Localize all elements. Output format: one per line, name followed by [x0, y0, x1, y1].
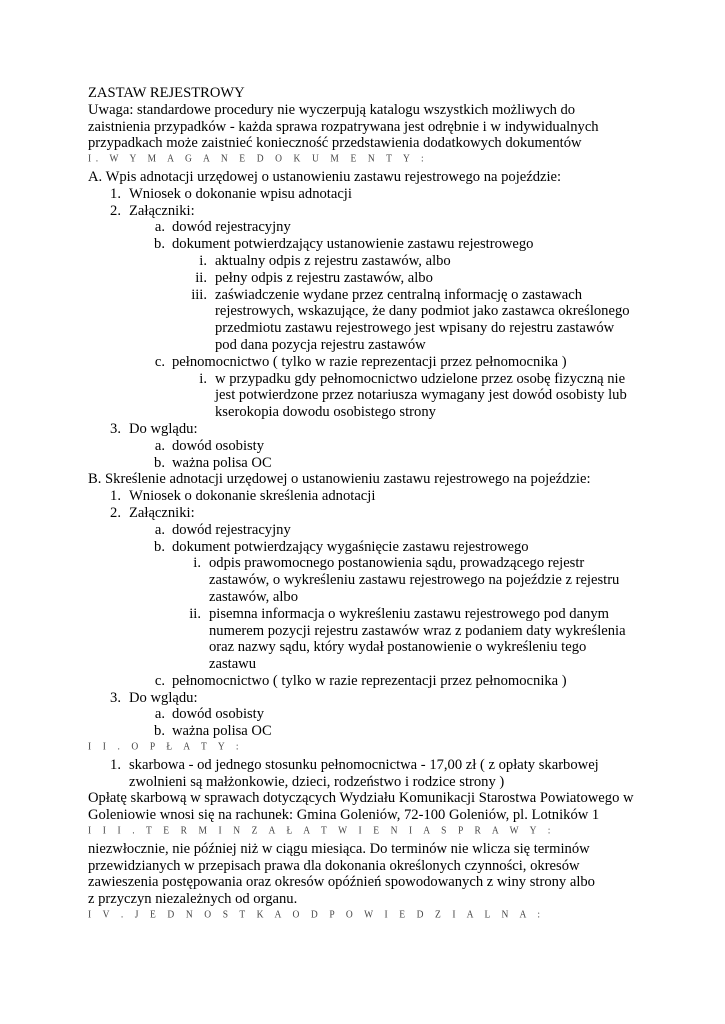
- section-b-label: B.: [88, 471, 102, 488]
- list-item: b. dokument potwierdzający wygaśnięcie zastawu rejestrowego: [154, 538, 529, 555]
- document-title: ZASTAW REJESTROWY: [88, 85, 245, 101]
- list-item: a. dowód rejestracyjny: [154, 521, 291, 538]
- list-item: b. ważna polisa OC: [154, 454, 272, 471]
- term-line-4: z przyczyn niezależnych od organu.: [88, 891, 298, 908]
- term-line-2: przewidzianych w przepisach prawa dla dokonania określonych czynności, okresów: [88, 857, 580, 874]
- term-line-3: zawieszenia postępowania oraz okresów opóźnień spowodowanych z winy strony albo: [88, 874, 595, 891]
- document-page: [88, 85, 688, 925]
- list-item: b. dokument potwierdzający ustanowienie zastawu rejestrowego: [154, 236, 534, 253]
- note-line-3: przypadkach może zaistnieć konieczność przedstawienia dodatkowych dokumentów: [88, 135, 582, 152]
- list-item-continuation: oraz nazwy sądu, który wydał postanowienie o wykreśleniu tego: [209, 639, 587, 656]
- section-a-label: A.: [88, 168, 103, 185]
- list-item-continuation: zastawu: [209, 656, 257, 673]
- list-item-continuation: pod dana pozycja rejestru zastawów: [215, 336, 426, 353]
- list-item-continuation: zwolnieni są małżonkowie, dzieci, rodzeństwo i rodzice strony ): [129, 773, 505, 790]
- section-heading-responsible-unit: I V . J E D N O S T K A O D P O W I E D Z I A L N A :: [88, 910, 545, 921]
- list-item-continuation: zastawów, albo: [209, 588, 299, 605]
- list-item: b. ważna polisa OC: [154, 723, 272, 740]
- list-item: ii. pełny odpis z rejestru zastawów, albo: [195, 269, 433, 286]
- list-item: 2. Załączniki:: [110, 202, 195, 219]
- list-item: 1. Wniosek o dokonanie skreślenia adnotacji: [110, 488, 376, 505]
- payment-info-line-1: Opłatę skarbową w sprawach dotyczących Wydziału Komunikacji Starostwa Powiatowego w: [88, 790, 634, 807]
- term-line-1: niezwłocznie, nie później niż w ciągu miesiąca. Do terminów nie wlicza się terminów: [88, 840, 590, 857]
- section-heading-required-documents: I. W Y M A G A N E D O K U M E N T Y :: [88, 154, 429, 165]
- list-item: a. dowód osobisty: [154, 706, 265, 723]
- list-item: a. dowód osobisty: [154, 437, 265, 454]
- list-item: 2. Załączniki:: [110, 504, 195, 521]
- list-item: c. pełnomocnictwo ( tylko w razie reprezentacji przez pełnomocnika ): [154, 672, 567, 689]
- note-line-1: Uwaga: standardowe procedury nie wyczerpują katalogu wszystkich możliwych do: [88, 101, 576, 118]
- section-b: [88, 471, 688, 488]
- list-item-continuation: numerem pozycji rejestru zastawów wraz z podaniem daty wykreślenia: [209, 622, 626, 639]
- list-item: 3. Do wglądu:: [110, 689, 198, 706]
- list-item-continuation: kserokopia dowodu osobistego strony: [215, 404, 436, 421]
- section-heading-fees: I I . O P Ł A T Y :: [88, 742, 244, 753]
- list-item: ii. pisemna informacja o wykreśleniu zastawu rejestrowego pod danym: [189, 605, 609, 622]
- list-item: 1. Wniosek o dokonanie wpisu adnotacji: [110, 185, 352, 202]
- section-b-text: Skreślenie adnotacji urzędowej o ustanowieniu zastawu rejestrowego na pojeździe:: [105, 471, 591, 488]
- section-a: [88, 169, 688, 186]
- list-item: i. aktualny odpis z rejestru zastawów, albo: [199, 252, 451, 269]
- list-item: c. pełnomocnictwo ( tylko w razie reprezentacji przez pełnomocnika ): [154, 353, 567, 370]
- list-item-continuation: przedmiotu zastawu rejestrowego jest wpisany do rejestru zastawów: [215, 320, 615, 337]
- list-item-continuation: jest potwierdzone przez notariusza wymagany jest dowód osobisty lub: [215, 387, 627, 404]
- list-item: 1. skarbowa - od jednego stosunku pełnomocnictwa - 17,00 zł ( z opłaty skarbowej: [110, 756, 599, 773]
- list-item: i. odpis prawomocnego postanowienia sądu, prowadzącego rejestr: [193, 555, 585, 572]
- list-item: iii. zaświadczenie wydane przez centralną informację o zastawach: [191, 286, 583, 303]
- payment-info-line-2: Goleniowie wnosi się na rachunek: Gmina Goleniów, 72-100 Goleniów, pl. Lotników 1: [88, 807, 600, 824]
- section-a-text: Wpis adnotacji urzędowej o ustanowieniu zastawu rejestrowego na pojeździe:: [105, 168, 562, 185]
- list-item-continuation: zastawów, o wykreśleniu zastawu rejestrowego na pojeździe z rejestru: [209, 572, 620, 589]
- list-item: a. dowód rejestracyjny: [154, 219, 291, 236]
- note-line-2: zaistnienia przypadków - każda sprawa rozpatrywana jest odrębnie i w indywidualnych: [88, 118, 599, 135]
- list-item: 3. Do wglądu:: [110, 420, 198, 437]
- section-heading-term: I I I . T E R M I N Z A Ł A T W I E N I A S P R A W Y :: [88, 826, 555, 837]
- list-item-continuation: rejestrowych, wskazujące, że dany podmiot jako zastawca określonego: [215, 303, 630, 320]
- list-item: i. w przypadku gdy pełnomocnictwo udzielone przez osobę fizyczną nie: [199, 370, 626, 387]
